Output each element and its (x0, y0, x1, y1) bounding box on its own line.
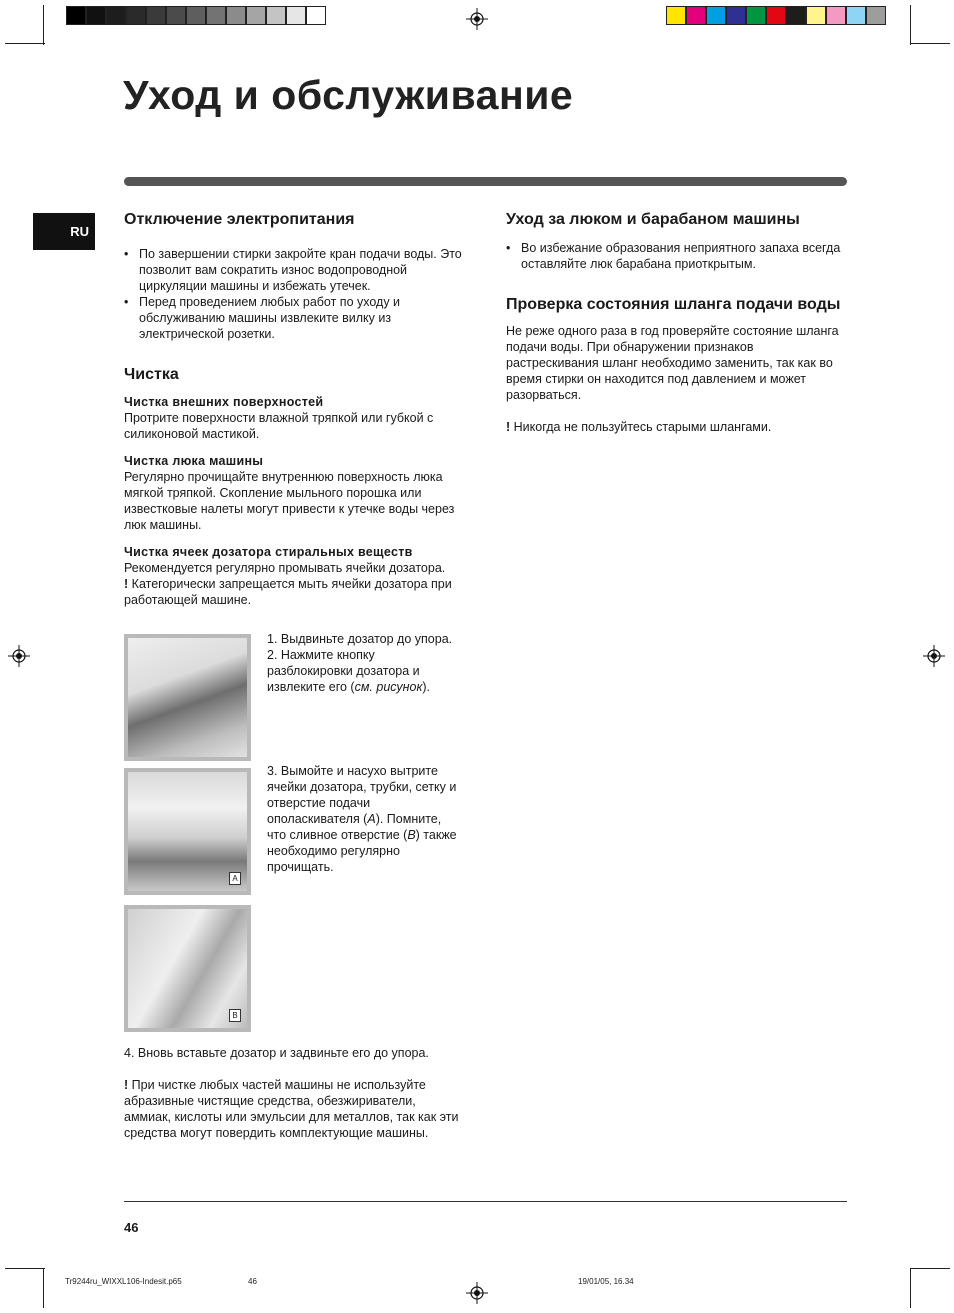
dispenser-photo-a (124, 768, 251, 895)
step-1: 1. Выдвиньте дозатор до упора. (267, 632, 453, 646)
grayscale-swatch (126, 6, 146, 25)
grayscale-swatch (66, 6, 86, 25)
crop-mark (43, 5, 44, 45)
grayscale-swatch (106, 6, 126, 25)
grayscale-swatch (266, 6, 286, 25)
list-item: • По завершении стирки закройте кран подачи воды. Это позволит вам сократить износ водопроводной циркуляции машины и избежать утечек. (124, 246, 464, 294)
color-swatch (806, 6, 826, 25)
photo-label-a: A (229, 872, 241, 885)
color-swatch (866, 6, 886, 25)
crop-mark (910, 5, 911, 45)
outer-subheading: Чистка внешних поверхностей (124, 395, 324, 409)
grayscale-swatch (306, 6, 326, 25)
grayscale-swatch (286, 6, 306, 25)
door-subheading: Чистка люка машины (124, 454, 264, 468)
grayscale-swatch (86, 6, 106, 25)
color-swatch (666, 6, 686, 25)
footer-divider (124, 1201, 847, 1202)
warning-icon: ! (124, 577, 129, 591)
power-heading: Отключение электропитания (124, 211, 355, 228)
footer-datetime: 19/01/05, 16.34 (578, 1277, 634, 1286)
warning-text: Категорически запрещается мыть ячейки дозатора при работающей машине. (124, 577, 452, 607)
color-swatch (766, 6, 786, 25)
crop-mark (5, 1268, 45, 1269)
hose-text: Не реже одного раза в год проверяйте состояние шланга подачи воды. При обнаружении признаков растрескивания шланг необходимо заменить, так как во время стирки он находится под давлением и может разорваться. (506, 324, 839, 402)
grayscale-swatch (226, 6, 246, 25)
dispenser-warning (124, 576, 464, 608)
registration-mark-icon (923, 645, 945, 667)
crop-mark (910, 1268, 950, 1269)
footer-file: Tr9244ru_WIXXL106-Indesit.p65 (65, 1277, 182, 1286)
dispenser-photo-b (124, 905, 251, 1032)
grayscale-swatch (146, 6, 166, 25)
color-swatch (846, 6, 866, 25)
registration-mark-icon (466, 1282, 488, 1304)
crop-mark (910, 43, 950, 44)
registration-mark-icon (466, 8, 488, 30)
registration-mark-icon (8, 645, 30, 667)
warning-icon: ! (506, 420, 511, 434)
title-divider (124, 177, 847, 186)
step-4: 4. Вновь вставьте дозатор и задвиньте его до упора. (124, 1046, 429, 1060)
right-column (506, 211, 848, 435)
cleaning-heading: Чистка (124, 366, 179, 383)
page-title: Уход и обслуживание (123, 72, 574, 118)
door-drum-heading: Уход за люком и барабаном машины (506, 211, 800, 228)
final-warning (124, 1077, 464, 1141)
hose-heading: Проверка состояния шланга подачи воды (506, 296, 841, 313)
color-swatch (686, 6, 706, 25)
dispenser-text: Рекомендуется регулярно промывать ячейки дозатора. (124, 561, 446, 575)
list-item: • Во избежание образования неприятного запаха всегда оставляйте люк барабана приоткрытым. (506, 240, 848, 272)
crop-mark (43, 1268, 44, 1308)
language-tab: RU (33, 213, 95, 250)
page-number: 46 (124, 1220, 139, 1235)
warning-icon: ! (124, 1078, 129, 1092)
step-1-2 (267, 631, 457, 695)
color-swatch (826, 6, 846, 25)
color-swatch (726, 6, 746, 25)
door-text: Регулярно прочищайте внутреннюю поверхность люка мягкой тряпкой. Скопление мыльного порошка или известковые налеты могут привести к утечке воды через люк машины. (124, 470, 455, 532)
crop-mark (5, 43, 45, 44)
outer-text: Протрите поверхности влажной тряпкой или губкой с силиконовой мастикой. (124, 411, 434, 441)
grayscale-swatch (246, 6, 266, 25)
dispenser-photo-1 (124, 634, 251, 761)
color-swatch (706, 6, 726, 25)
step-3: 3. Вымойте и насухо вытрите ячейки дозатора, трубки, сетку и отверстие подачи ополаскивателя (A). Помните, что сливное отверстие (B) также необходимо регулярно прочищать. (267, 764, 457, 874)
footer-page: 46 (248, 1277, 257, 1286)
color-swatch (786, 6, 806, 25)
grayscale-swatch (206, 6, 226, 25)
warning-text: При чистке любых частей машины не используйте абразивные чистящие средства, обезжириватели, аммиак, кислоты или эмульсии для металлов, так как эти средства могут повердить комплектующие машины. (124, 1078, 459, 1140)
grayscale-swatch (186, 6, 206, 25)
photo-label-b: B (229, 1009, 241, 1022)
left-column (124, 211, 464, 608)
dispenser-subheading: Чистка ячеек дозатора стиральных веществ (124, 545, 413, 559)
step-2: 2. Нажмите кнопку разблокировки дозатора и извлеките его (см. рисунок). (267, 648, 431, 694)
grayscale-swatch (166, 6, 186, 25)
color-swatch (746, 6, 766, 25)
crop-mark (910, 1268, 911, 1308)
list-item: • Перед проведением любых работ по уходу и обслуживанию машины извлеките вилку из электрической розетки. (124, 294, 464, 342)
warning-text: Никогда не пользуйтесь старыми шлангами. (513, 420, 772, 434)
hose-warning (506, 419, 848, 435)
